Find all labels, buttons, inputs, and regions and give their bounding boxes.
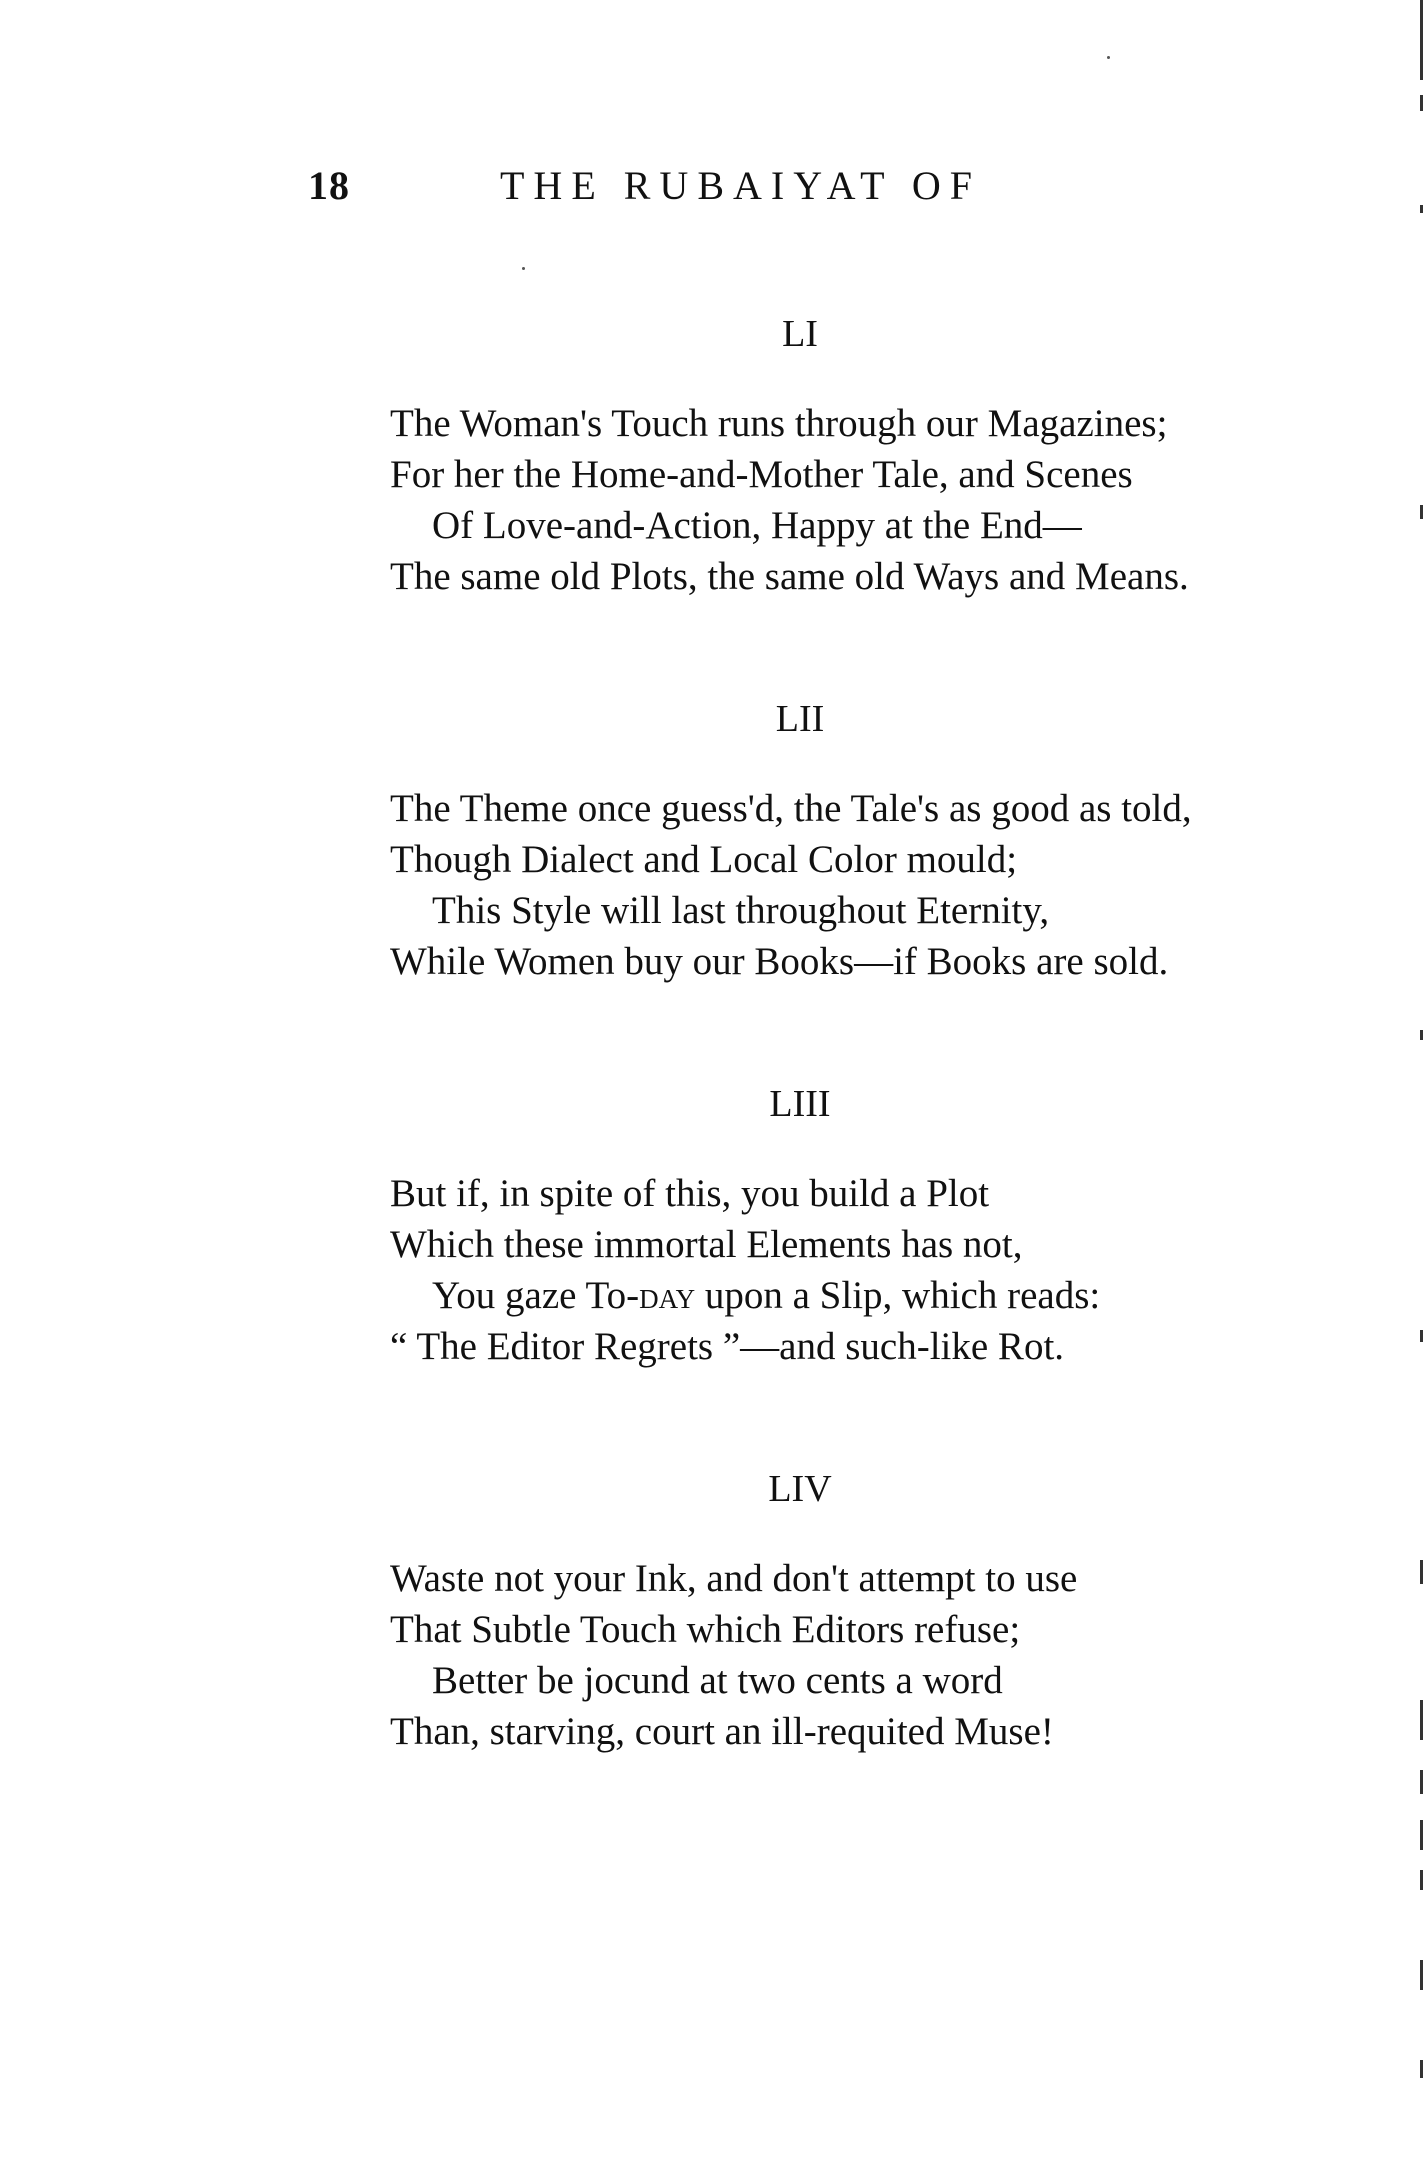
verse-line: “ The Editor Regrets ”—and such-like Rot.	[390, 1325, 1065, 1368]
stanza-numeral: LII	[775, 698, 825, 740]
edge-mark	[1420, 95, 1423, 111]
verse-line: Which these immortal Elements has not,	[390, 1223, 1023, 1266]
verse-line-prefix: You gaze	[432, 1274, 586, 1317]
stanza-numeral: LIII	[769, 1083, 831, 1125]
stanza-numeral: LI	[782, 313, 818, 355]
edge-mark	[1420, 1960, 1423, 1990]
stanza-lines	[390, 1553, 1330, 1757]
verse-line-rest: upon a Slip, which reads:	[704, 1274, 1101, 1317]
edge-mark	[1420, 1030, 1423, 1040]
verse-line: While Women buy our Books—if Books are sold.	[390, 940, 1169, 983]
stanza-liii	[390, 1082, 1330, 1372]
verse-line-indented: Better be jocund at two cents a word	[432, 1659, 1003, 1702]
scan-speck	[1107, 56, 1110, 59]
stanza-liv	[390, 1467, 1330, 1757]
stanza-lines	[390, 1168, 1330, 1372]
page-header	[0, 162, 1425, 222]
stanza-numeral: LIV	[768, 1468, 832, 1510]
running-title: THE RUBAIYAT OF	[500, 163, 981, 208]
edge-mark	[1420, 1700, 1423, 1740]
scan-edge-marks	[1413, 0, 1425, 2158]
edge-mark	[1420, 505, 1423, 519]
verse-line: For her the Home-and-Mother Tale, and Scenes	[390, 453, 1133, 496]
edge-mark	[1420, 1870, 1423, 1890]
verse-line: The Theme once guess'd, the Tale's as good as told,	[390, 787, 1192, 830]
scan-speck	[522, 267, 525, 270]
verse-line: Though Dialect and Local Color mould;	[390, 838, 1018, 881]
page-number: 18	[308, 163, 350, 208]
stanza-lii	[390, 697, 1330, 987]
stanza-li	[390, 312, 1330, 602]
smallcaps-to: To-	[585, 1274, 640, 1317]
edge-mark	[1420, 205, 1423, 213]
verse-line: That Subtle Touch which Editors refuse;	[390, 1608, 1021, 1651]
verse-line-indented: Of Love-and-Action, Happy at the End—	[432, 504, 1082, 547]
edge-mark	[1420, 2060, 1423, 2078]
edge-mark	[1420, 1560, 1423, 1584]
verse-line: The Woman's Touch runs through our Magazines;	[390, 402, 1168, 445]
edge-mark	[1420, 1330, 1423, 1342]
stanza-lines	[390, 783, 1330, 987]
stanza-lines	[390, 398, 1330, 602]
verse-line-space	[695, 1274, 705, 1317]
verse-line: But if, in spite of this, you build a Plot	[390, 1172, 990, 1215]
edge-mark	[1420, 1770, 1423, 1794]
smallcaps-day: day	[639, 1274, 696, 1317]
verse-line-indented	[390, 1270, 1330, 1321]
verse-line: Than, starving, court an ill-requited Muse!	[390, 1710, 1054, 1753]
verse-line: Waste not your Ink, and don't attempt to use	[390, 1557, 1078, 1600]
verse-line-indented: This Style will last throughout Eternity,	[432, 889, 1050, 932]
verse-line: The same old Plots, the same old Ways and Means.	[390, 555, 1189, 598]
edge-mark	[1420, 1820, 1423, 1850]
edge-mark	[1420, 0, 1423, 80]
